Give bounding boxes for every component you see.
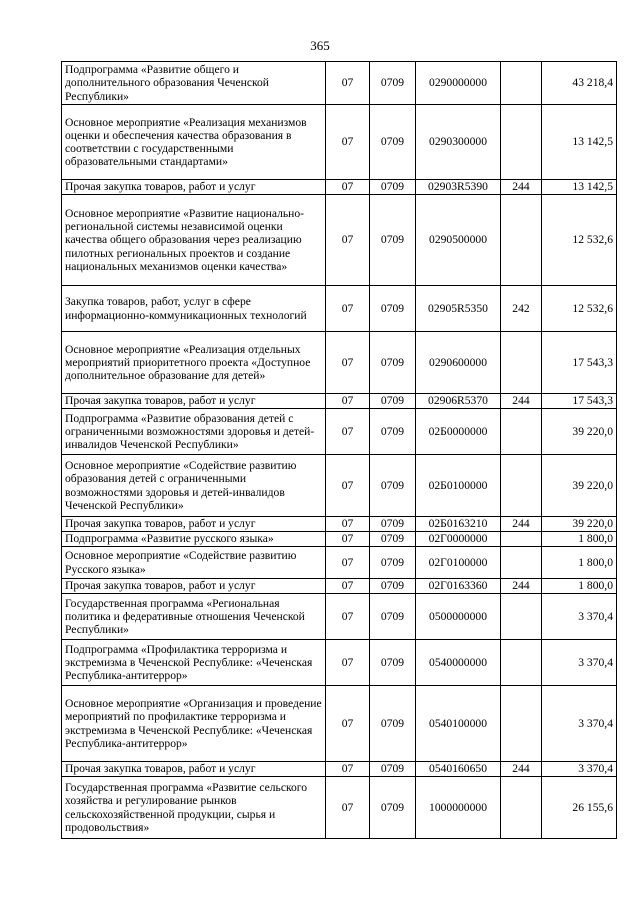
ministry-code-cell: 07 bbox=[326, 517, 370, 532]
target-article-cell: 02Г0163360 bbox=[416, 579, 501, 594]
item-name-cell: Прочая закупка товаров, работ и услуг bbox=[62, 579, 326, 594]
target-article-cell: 02905R5350 bbox=[416, 286, 501, 332]
table-row bbox=[62, 394, 617, 409]
table-row bbox=[62, 532, 617, 547]
table-row bbox=[62, 640, 617, 686]
table-row bbox=[62, 594, 617, 640]
budget-table bbox=[61, 61, 617, 839]
amount-cell: 1 800,0 bbox=[542, 547, 617, 579]
expense-type-cell bbox=[501, 532, 542, 547]
item-name-cell: Закупка товаров, работ, услуг в сфере информационно-коммуникационных технологий bbox=[62, 286, 326, 332]
amount-cell: 39 220,0 bbox=[542, 409, 617, 455]
section-code-cell: 0709 bbox=[370, 532, 416, 547]
item-name-cell: Прочая закупка товаров, работ и услуг bbox=[62, 762, 326, 777]
ministry-code-cell: 07 bbox=[326, 762, 370, 777]
expense-type-cell bbox=[501, 686, 542, 762]
target-article-cell: 0290600000 bbox=[416, 332, 501, 394]
target-article-cell: 02906R5370 bbox=[416, 394, 501, 409]
expense-type-cell bbox=[501, 455, 542, 517]
budget-table-body bbox=[62, 62, 617, 839]
ministry-code-cell: 07 bbox=[326, 286, 370, 332]
table-row bbox=[62, 409, 617, 455]
ministry-code-cell: 07 bbox=[326, 594, 370, 640]
target-article-cell: 0540160650 bbox=[416, 762, 501, 777]
amount-cell: 1 800,0 bbox=[542, 532, 617, 547]
table-row bbox=[62, 777, 617, 839]
section-code-cell: 0709 bbox=[370, 394, 416, 409]
target-article-cell: 02Б0000000 bbox=[416, 409, 501, 455]
target-article-cell: 02Г0000000 bbox=[416, 532, 501, 547]
item-name-cell: Подпрограмма «Профилактика терроризма и экстремизма в Чеченской Республике: «Чеченская Республика-антитеррор» bbox=[62, 640, 326, 686]
expense-type-cell bbox=[501, 547, 542, 579]
table-row bbox=[62, 195, 617, 286]
section-code-cell: 0709 bbox=[370, 640, 416, 686]
section-code-cell: 0709 bbox=[370, 762, 416, 777]
ministry-code-cell: 07 bbox=[326, 394, 370, 409]
amount-cell: 3 370,4 bbox=[542, 640, 617, 686]
amount-cell: 43 218,4 bbox=[542, 62, 617, 105]
amount-cell: 3 370,4 bbox=[542, 762, 617, 777]
table-row bbox=[62, 286, 617, 332]
target-article-cell: 1000000000 bbox=[416, 777, 501, 839]
ministry-code-cell: 07 bbox=[326, 640, 370, 686]
ministry-code-cell: 07 bbox=[326, 195, 370, 286]
table-row bbox=[62, 686, 617, 762]
table-row bbox=[62, 762, 617, 777]
section-code-cell: 0709 bbox=[370, 62, 416, 105]
target-article-cell: 02Г0100000 bbox=[416, 547, 501, 579]
section-code-cell: 0709 bbox=[370, 332, 416, 394]
section-code-cell: 0709 bbox=[370, 579, 416, 594]
table-row bbox=[62, 579, 617, 594]
target-article-cell: 0540000000 bbox=[416, 640, 501, 686]
target-article-cell: 0290500000 bbox=[416, 195, 501, 286]
section-code-cell: 0709 bbox=[370, 686, 416, 762]
amount-cell: 13 142,5 bbox=[542, 180, 617, 195]
ministry-code-cell: 07 bbox=[326, 547, 370, 579]
ministry-code-cell: 07 bbox=[326, 180, 370, 195]
item-name-cell: Подпрограмма «Развитие образования детей с ограниченными возможностями здоровья и детей-инвалидов Чеченской Республики» bbox=[62, 409, 326, 455]
item-name-cell: Основное мероприятие «Развитие национально-региональной системы независимой оценки качества общего образования через реализацию пилотных региональных проектов и создание национальных механизмов оценки качества» bbox=[62, 195, 326, 286]
target-article-cell: 02Б0100000 bbox=[416, 455, 501, 517]
item-name-cell: Основное мероприятие «Реализация отдельных мероприятий приоритетного проекта «Доступное дополнительное образование для детей» bbox=[62, 332, 326, 394]
amount-cell: 3 370,4 bbox=[542, 686, 617, 762]
ministry-code-cell: 07 bbox=[326, 409, 370, 455]
section-code-cell: 0709 bbox=[370, 455, 416, 517]
expense-type-cell: 244 bbox=[501, 180, 542, 195]
section-code-cell: 0709 bbox=[370, 517, 416, 532]
expense-type-cell: 244 bbox=[501, 394, 542, 409]
ministry-code-cell: 07 bbox=[326, 62, 370, 105]
target-article-cell: 0540100000 bbox=[416, 686, 501, 762]
item-name-cell: Основное мероприятие «Реализация механизмов оценки и обеспечения качества образования в соответствии с государственными образовательными стандартами» bbox=[62, 105, 326, 180]
amount-cell: 12 532,6 bbox=[542, 195, 617, 286]
item-name-cell: Государственная программа «Региональная политика и федеративные отношения Чеченской Республики» bbox=[62, 594, 326, 640]
expense-type-cell bbox=[501, 332, 542, 394]
ministry-code-cell: 07 bbox=[326, 105, 370, 180]
amount-cell: 17 543,3 bbox=[542, 394, 617, 409]
item-name-cell: Прочая закупка товаров, работ и услуг bbox=[62, 180, 326, 195]
section-code-cell: 0709 bbox=[370, 180, 416, 195]
table-row bbox=[62, 62, 617, 105]
amount-cell: 1 800,0 bbox=[542, 579, 617, 594]
ministry-code-cell: 07 bbox=[326, 777, 370, 839]
section-code-cell: 0709 bbox=[370, 105, 416, 180]
item-name-cell: Прочая закупка товаров, работ и услуг bbox=[62, 517, 326, 532]
section-code-cell: 0709 bbox=[370, 594, 416, 640]
amount-cell: 39 220,0 bbox=[542, 455, 617, 517]
expense-type-cell bbox=[501, 62, 542, 105]
table-row bbox=[62, 180, 617, 195]
item-name-cell: Основное мероприятие «Содействие развитию Русского языка» bbox=[62, 547, 326, 579]
ministry-code-cell: 07 bbox=[326, 686, 370, 762]
section-code-cell: 0709 bbox=[370, 547, 416, 579]
expense-type-cell bbox=[501, 105, 542, 180]
ministry-code-cell: 07 bbox=[326, 579, 370, 594]
table-row bbox=[62, 332, 617, 394]
item-name-cell: Подпрограмма «Развитие общего и дополнительного образования Чеченской Республики» bbox=[62, 62, 326, 105]
target-article-cell: 0290000000 bbox=[416, 62, 501, 105]
section-code-cell: 0709 bbox=[370, 409, 416, 455]
amount-cell: 39 220,0 bbox=[542, 517, 617, 532]
target-article-cell: 0290300000 bbox=[416, 105, 501, 180]
ministry-code-cell: 07 bbox=[326, 532, 370, 547]
amount-cell: 12 532,6 bbox=[542, 286, 617, 332]
item-name-cell: Прочая закупка товаров, работ и услуг bbox=[62, 394, 326, 409]
expense-type-cell bbox=[501, 594, 542, 640]
ministry-code-cell: 07 bbox=[326, 332, 370, 394]
expense-type-cell: 242 bbox=[501, 286, 542, 332]
page-number: 365 bbox=[310, 38, 330, 53]
item-name-cell: Государственная программа «Развитие сельского хозяйства и регулирование рынков сельскохозяйственной продукции, сырья и продовольствия» bbox=[62, 777, 326, 839]
ministry-code-cell: 07 bbox=[326, 455, 370, 517]
item-name-cell: Основное мероприятие «Содействие развитию образования детей с ограниченными возможностями здоровья и детей-инвалидов Чеченской Республики» bbox=[62, 455, 326, 517]
target-article-cell: 02903R5390 bbox=[416, 180, 501, 195]
amount-cell: 17 543,3 bbox=[542, 332, 617, 394]
section-code-cell: 0709 bbox=[370, 286, 416, 332]
table-row bbox=[62, 105, 617, 180]
expense-type-cell: 244 bbox=[501, 517, 542, 532]
section-code-cell: 0709 bbox=[370, 777, 416, 839]
table-row bbox=[62, 517, 617, 532]
expense-type-cell: 244 bbox=[501, 579, 542, 594]
table-row bbox=[62, 455, 617, 517]
item-name-cell: Основное мероприятие «Организация и проведение мероприятий по профилактике терроризма и экстремизма в Чеченской Республике: «Чеченская Республика-антитеррор» bbox=[62, 686, 326, 762]
expense-type-cell bbox=[501, 777, 542, 839]
target-article-cell: 0500000000 bbox=[416, 594, 501, 640]
expense-type-cell bbox=[501, 640, 542, 686]
expense-type-cell bbox=[501, 195, 542, 286]
expense-type-cell: 244 bbox=[501, 762, 542, 777]
amount-cell: 13 142,5 bbox=[542, 105, 617, 180]
target-article-cell: 02Б0163210 bbox=[416, 517, 501, 532]
item-name-cell: Подпрограмма «Развитие русского языка» bbox=[62, 532, 326, 547]
table-row bbox=[62, 547, 617, 579]
amount-cell: 26 155,6 bbox=[542, 777, 617, 839]
expense-type-cell bbox=[501, 409, 542, 455]
section-code-cell: 0709 bbox=[370, 195, 416, 286]
amount-cell: 3 370,4 bbox=[542, 594, 617, 640]
